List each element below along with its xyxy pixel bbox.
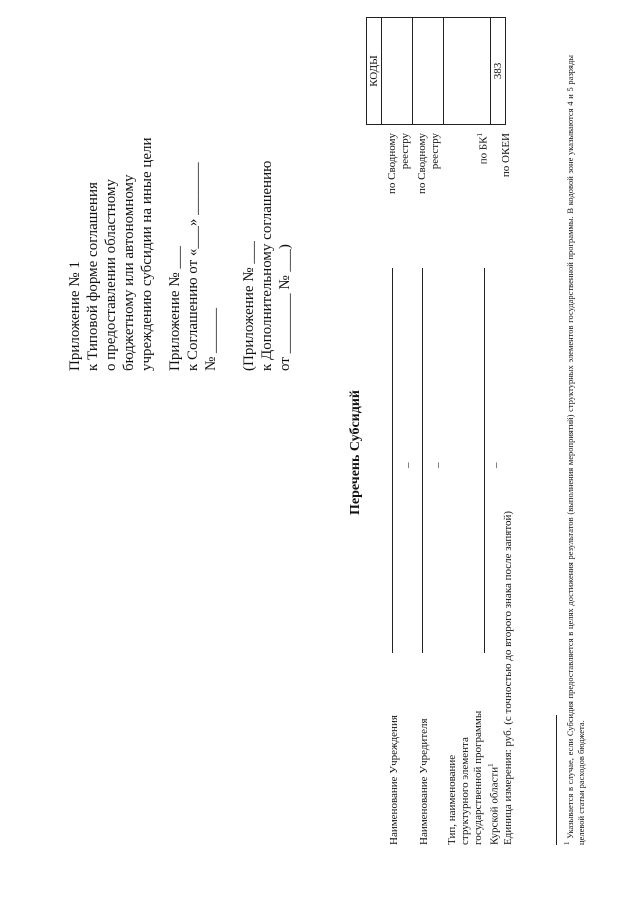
institution-underline [392, 268, 393, 653]
code-cell-svod1 [382, 18, 413, 125]
label-type: Тип, наименование структурного элемента государственной программы Курской области$^1$ [446, 710, 501, 845]
label-okei: по ОКЕИ [500, 133, 512, 178]
footnote: $^1$ Указывается в случае, если Субсидия предоставляется в целях достижения результатов (выполнения мероприятий) структурных элементов государственной программы. В кодовой зоне указываются 4 и 5 разряды целевой статьи расходов бюджета. [563, 54, 586, 845]
codes-table [366, 17, 506, 125]
appendix-line: Приложение № ___ [167, 246, 183, 371]
code-cell-svod2 [413, 18, 444, 125]
dash-mark: – [402, 462, 414, 468]
appendix-line: № ______ [203, 307, 219, 371]
dash-mark: – [490, 462, 502, 468]
label-svod1: по Сводному реестру [386, 133, 411, 195]
appendix-line: о предоставлении областному [103, 178, 119, 371]
label-unit: Единица измерения: руб. (с точностью до второго знака после запятой) [502, 510, 514, 845]
label-founder: Наименование Учредителя [418, 718, 430, 845]
dash-mark: – [432, 462, 444, 468]
appendix-line: к Типовой форме соглашения [85, 182, 101, 371]
label-svod2: по Сводному реестру [416, 133, 441, 195]
code-cell-bk [444, 18, 491, 125]
appendix-line: бюджетному или автономному [121, 174, 137, 371]
codes-header: КОДЫ [367, 18, 382, 125]
appendix-line: к Дополнительному соглашению [259, 160, 275, 371]
appendix-line: Приложение № 1 [67, 261, 83, 371]
document-title: Перечень Субсидий [348, 390, 363, 515]
appendix-block [66, 11, 294, 371]
footnote-text: Указывается в случае, если Субсидия предоставляется в целях достижения результатов (выполнения мероприятий) структурных элементов государственной программы. В кодовой зоне указываются 4 и 5 разряды целевой статьи расходов бюджета. [564, 54, 586, 845]
appendix-line: к Соглашению от «___» _______ [185, 162, 201, 371]
code-cell-okei: 383 [491, 18, 506, 125]
type-underline [484, 268, 485, 653]
label-bk: по $БК^1$ [476, 133, 490, 165]
label-institution: Наименование Учреждения [388, 715, 400, 845]
appendix-line: (Приложение № ___ [241, 241, 257, 371]
appendix-line: учреждению субсидии на иные цели [139, 137, 155, 371]
appendix-line: от ________ № ___) [277, 244, 293, 371]
footnote-separator [556, 715, 557, 845]
founder-underline [422, 268, 423, 653]
